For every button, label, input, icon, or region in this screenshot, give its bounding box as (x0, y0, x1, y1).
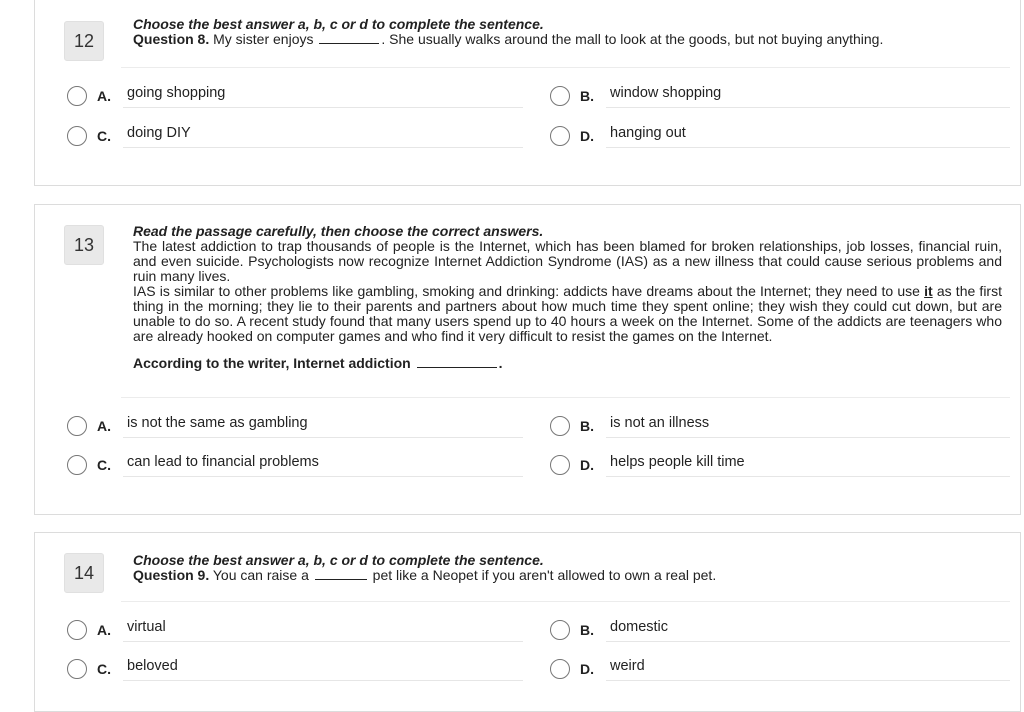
question-stem-end: . (498, 355, 503, 371)
divider (121, 67, 1010, 68)
question-instruction: Choose the best answer a, b, c or d to complete the sentence. (133, 552, 544, 568)
option-a[interactable] (67, 411, 523, 441)
question-label: Question 9. (133, 567, 210, 583)
option-letter: C. (97, 457, 111, 473)
passage-paragraph (133, 284, 1002, 344)
option-text: is not an illness (606, 414, 1010, 438)
question-body (133, 17, 1002, 47)
option-letter: D. (580, 661, 594, 677)
radio-button[interactable] (550, 455, 570, 475)
radio-button[interactable] (550, 659, 570, 679)
question-instruction: Read the passage carefully, then choose the correct answers. (133, 223, 544, 239)
underlined-word: it (924, 283, 933, 299)
option-text: weird (606, 657, 1010, 681)
option-a[interactable] (67, 81, 523, 111)
option-d[interactable] (550, 450, 1010, 480)
question-number: 13 (64, 225, 104, 265)
option-letter: D. (580, 457, 594, 473)
radio-button[interactable] (67, 126, 87, 146)
option-c[interactable] (67, 654, 523, 684)
question-number: 12 (64, 21, 104, 61)
option-letter: A. (97, 418, 111, 434)
option-text: virtual (123, 618, 523, 642)
option-b[interactable] (550, 411, 1010, 441)
option-d[interactable] (550, 654, 1010, 684)
option-text: is not the same as gambling (123, 414, 523, 438)
option-b[interactable] (550, 615, 1010, 645)
radio-button[interactable] (550, 86, 570, 106)
question-card-13 (34, 204, 1021, 515)
option-letter: A. (97, 622, 111, 638)
option-letter: D. (580, 128, 594, 144)
option-letter: B. (580, 88, 594, 104)
option-text: helps people kill time (606, 453, 1010, 477)
question-number: 14 (64, 553, 104, 593)
question-instruction: Choose the best answer a, b, c or d to complete the sentence. (133, 16, 544, 32)
answer-blank (319, 43, 379, 44)
radio-button[interactable] (67, 659, 87, 679)
passage-text-after: as the first thing in the morning; they lie to their parents and partners about how much time they spent online; they wish they could cut down, but are unable to do so. A recent study found that many users spend up to 40 hours a week on the Internet. Some of the addicts are teenagers who are already hooked on computer games and who find it very difficult to resist the games on the Internet. (133, 283, 1002, 344)
question-label: Question 8. (133, 31, 210, 47)
option-c[interactable] (67, 450, 523, 480)
option-a[interactable] (67, 615, 523, 645)
question-text-after: . She usually walks around the mall to look at the goods, but not buying anything. (381, 31, 884, 47)
option-letter: A. (97, 88, 111, 104)
question-text-before: You can raise a (212, 567, 309, 583)
question-text-after: pet like a Neopet if you aren't allowed to own a real pet. (372, 567, 717, 583)
option-text: hanging out (606, 124, 1010, 148)
radio-button[interactable] (550, 126, 570, 146)
radio-button[interactable] (550, 416, 570, 436)
question-card-12 (34, 0, 1021, 186)
radio-button[interactable] (67, 455, 87, 475)
question-text (133, 32, 1002, 47)
question-text (133, 568, 1002, 583)
option-d[interactable] (550, 121, 1010, 151)
option-text: domestic (606, 618, 1010, 642)
option-letter: C. (97, 661, 111, 677)
option-letter: C. (97, 128, 111, 144)
divider (121, 397, 1010, 398)
radio-button[interactable] (67, 416, 87, 436)
passage-text-before: IAS is similar to other problems like gambling, smoking and drinking: addicts have dreams about the Internet; they need to use (133, 283, 920, 299)
option-letter: B. (580, 418, 594, 434)
option-text: doing DIY (123, 124, 523, 148)
option-b[interactable] (550, 81, 1010, 111)
passage-paragraph: The latest addiction to trap thousands of people is the Internet, which has been blamed for broken relationships, job losses, financial ruin, and even suicide. Psychologists now recognize Internet Addiction Syndrome (IAS) as a new illness that could cause serious problems and ruin many lives. (133, 238, 1002, 284)
question-stem (133, 356, 1002, 371)
question-card-14 (34, 532, 1021, 712)
option-text: going shopping (123, 84, 523, 108)
radio-button[interactable] (67, 620, 87, 640)
option-text: beloved (123, 657, 523, 681)
option-letter: B. (580, 622, 594, 638)
radio-button[interactable] (67, 86, 87, 106)
question-body (133, 553, 1002, 583)
question-stem-text: According to the writer, Internet addiction (133, 355, 411, 371)
option-text: window shopping (606, 84, 1010, 108)
answer-blank (315, 579, 367, 580)
question-body (133, 224, 1002, 371)
option-c[interactable] (67, 121, 523, 151)
answer-blank (417, 367, 497, 368)
radio-button[interactable] (550, 620, 570, 640)
option-text: can lead to financial problems (123, 453, 523, 477)
question-text-before: My sister enjoys (213, 31, 314, 47)
divider (121, 601, 1010, 602)
